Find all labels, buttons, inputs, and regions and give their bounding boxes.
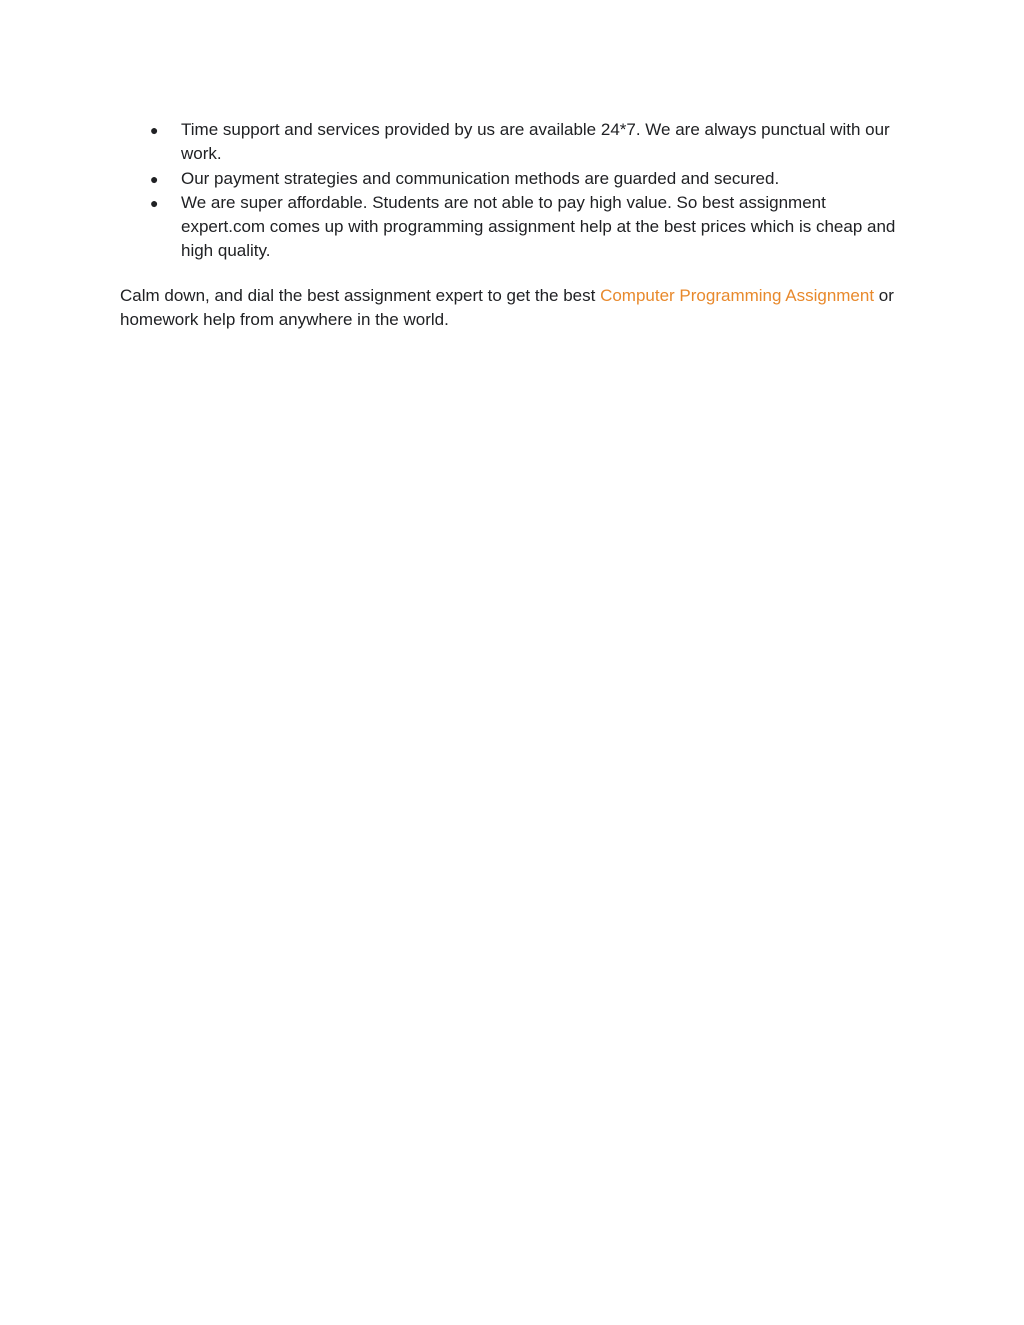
- list-item-text: Our payment strategies and communication methods are guarded and secured.: [181, 168, 780, 188]
- list-item: [120, 167, 910, 191]
- closing-paragraph: [120, 284, 910, 333]
- bullet-icon: ●: [150, 170, 159, 187]
- list-item: [120, 191, 910, 264]
- closing-text-before-link: Calm down, and dial the best assignment expert to get the best: [120, 285, 601, 305]
- list-item: [120, 118, 910, 167]
- document-body: [120, 118, 910, 332]
- feature-bullet-list: [120, 118, 910, 264]
- closing-text-after-link: or homework help from anywhere in the world.: [120, 285, 894, 330]
- computer-programming-assignment-link[interactable]: Computer Programming Assignment: [600, 285, 875, 305]
- bullet-icon: ●: [150, 122, 159, 138]
- bullet-icon: ●: [150, 194, 159, 211]
- list-item-text: We are super affordable. Students are not able to pay high value. So best assignment expert.com comes up with programming assignment help at the best prices which is cheap and high quality.: [181, 192, 896, 261]
- list-item-text: Time support and services provided by us are available 24*7. We are always punctual with our work.: [181, 120, 890, 164]
